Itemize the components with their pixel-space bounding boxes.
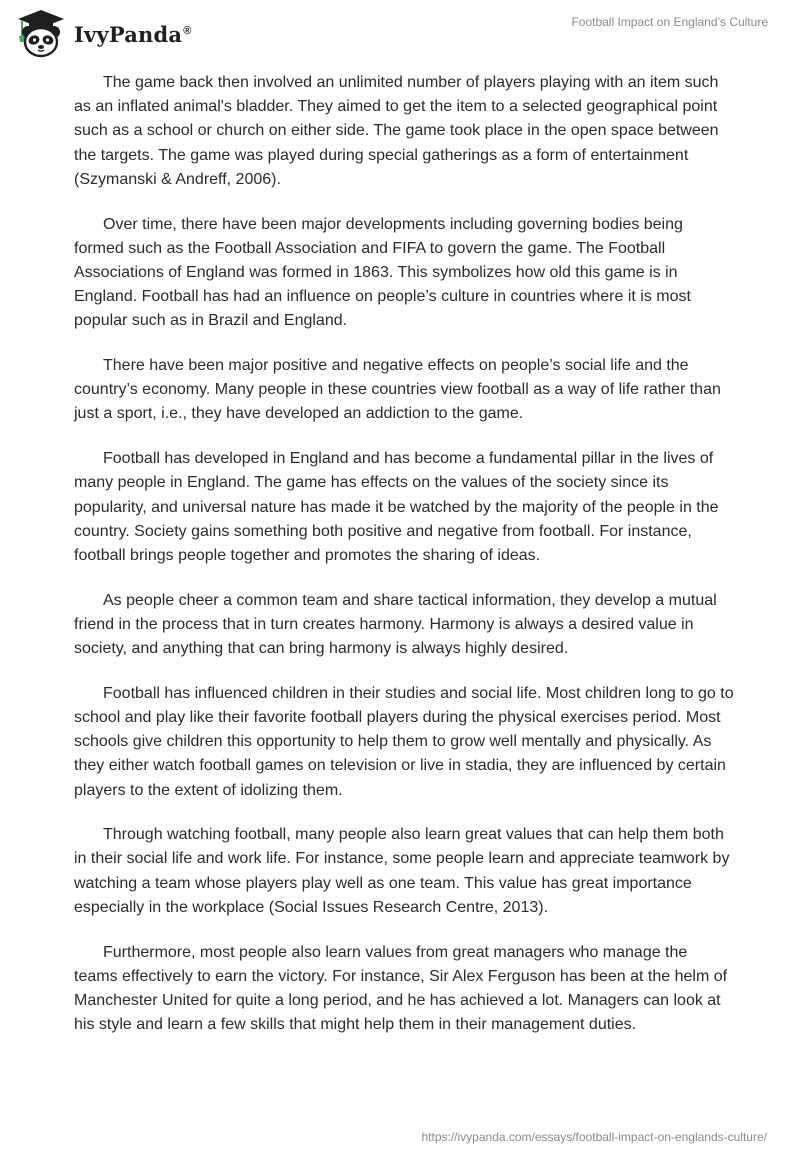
- paragraph: Football has developed in England and has become a fundamental pillar in the lives of many people in England. The game has effects on the values of the society since its popularity, and universal nature has made it be watched by the majority of the people in the country. Society gains something both positive and negative from football. For instance, football brings people together and promotes the sharing of ideas.: [74, 450, 719, 564]
- paragraph: Furthermore, most people also learn values from great managers who manage the teams effectively to earn the victory. For instance, Sir Alex Ferguson has been at the helm of Manchester United for quite a long period, and he has achieved a lot. Managers can look at his style and learn a few skills that might help them in their management duties.: [74, 943, 728, 1034]
- essay-body: [74, 71, 734, 1058]
- paragraph: Over time, there have been major developments including governing bodies being formed such as the Football Association and FIFA to govern the game. The Football Associations of England was formed in 1863. This symbolizes how old this game is in England. Football has had an influence on people’s culture in countries where it is most popular such as in Brazil and England.: [74, 215, 691, 330]
- page-header: [0, 0, 800, 70]
- paragraph: The game back then involved an unlimited number of players playing with an item such as an inflated animal's bladder. They aimed to get the item to a selected geographical point such as a school or church on either side. The game took place in the open space between the targets. The game was played during special gatherings as a form of entertainment (Szymanski & Andreff, 2006).: [74, 74, 719, 188]
- paragraph: Through watching football, many people also learn great values that can help them both in their social life and work life. For instance, some people learn and appreciate teamwork by watching a team whose players play well as one team. This value has great importance especially in the workplace (Social Issues Research Centre, 2013).: [74, 826, 730, 916]
- registered-mark: ®: [183, 24, 192, 37]
- paragraph: There have been major positive and negative effects on people’s social life and the country’s economy. Many people in these countries view football as a way of life rather than just a sport, i.e., they have developed an addiction to the game.: [74, 357, 721, 423]
- brand-name: IvyPanda: [74, 21, 183, 47]
- logo-text: [74, 22, 192, 47]
- source-url[interactable]: https://ivypanda.com/essays/football-impact-on-englands-culture/: [421, 1130, 767, 1144]
- panda-graduate-icon: [14, 8, 68, 58]
- paragraph: As people cheer a common team and share tactical information, they develop a mutual friend in the process that in turn creates harmony. Harmony is always a desired value in society, and anything that can bring harmony is always highly desired.: [74, 591, 717, 658]
- paragraph: Football has influenced children in their studies and social life. Most children long to go to school and play like their favorite football players during the physical exercises period. Most schools give children this opportunity to help them to grow well mentally and physically. As they either watch football games on television or live in stadia, they are influenced by certain players to the extent of idolizing them.: [74, 684, 734, 799]
- document-title: Football Impact on England’s Culture: [571, 15, 768, 29]
- ivypanda-logo[interactable]: [14, 8, 192, 58]
